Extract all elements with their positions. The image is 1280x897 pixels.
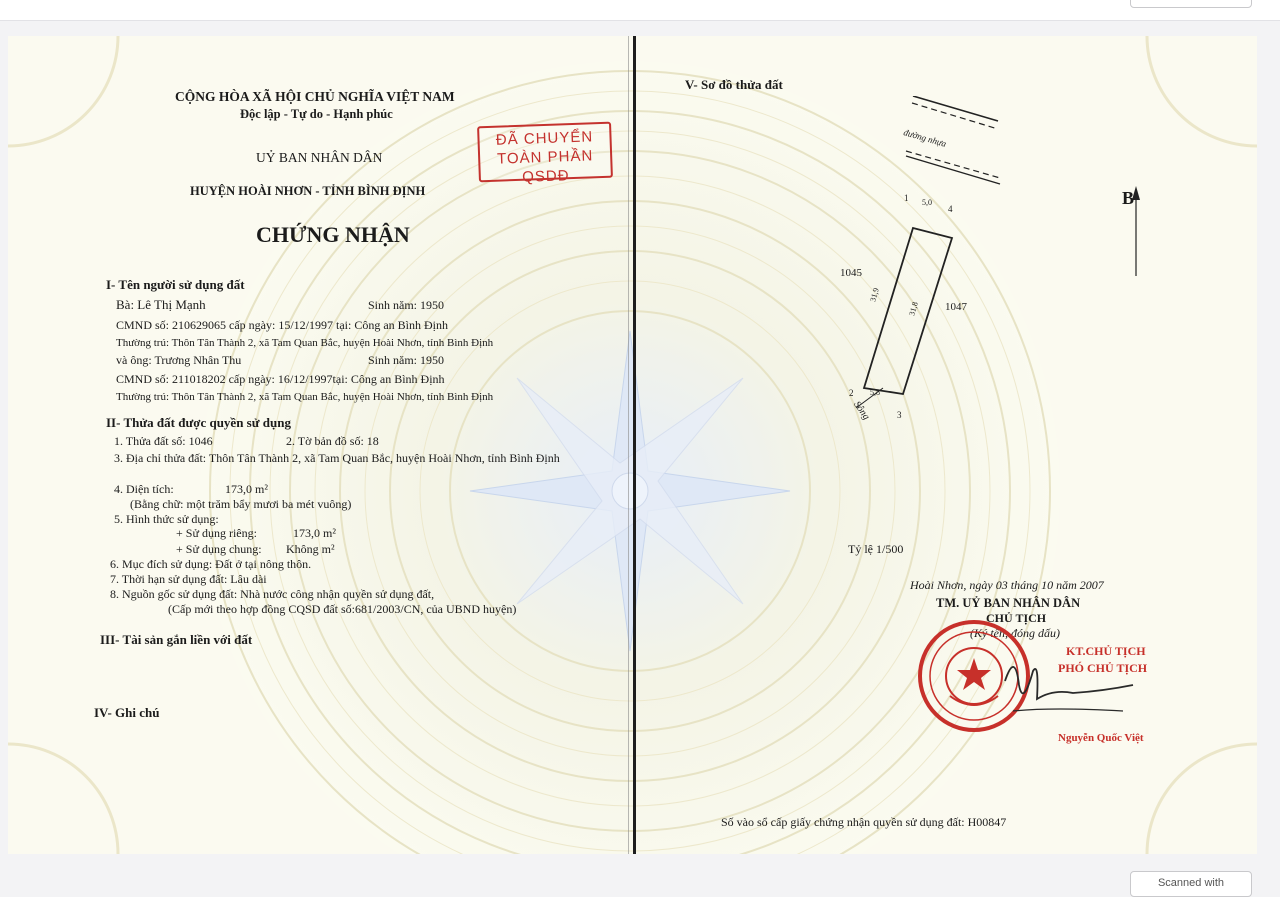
corner-2: 2	[849, 388, 854, 398]
land-origin-detail: (Cấp mới theo hợp đồng CQSD đất số:681/2003/CN, của UBND huyện)	[168, 602, 517, 616]
fold-shadow	[628, 36, 629, 854]
top-chip-button[interactable]	[1130, 0, 1252, 8]
owner2-id: CMND số: 211018202 cấp ngày: 16/12/1997tại: Công an Bình Định	[116, 372, 445, 386]
land-purpose: 6. Mục đích sử dụng: Đất ở tại nông thôn.	[110, 557, 312, 571]
registry-number: Số vào sổ cấp giấy chứng nhận quyền sử dụng đất: H00847	[721, 815, 1007, 829]
dimension-left: 31,9	[868, 286, 881, 303]
fold-line	[633, 36, 636, 854]
owner1-name: Bà: Lê Thị Mạnh	[116, 297, 206, 312]
committee-name: UỶ BAN NHÂN DÂN	[256, 150, 383, 165]
section5-heading: V- Sơ đồ thửa đất	[685, 77, 783, 92]
owner2-address: Thường trú: Thôn Tân Thành 2, xã Tam Quan Bắc, huyện Hoài Nhơn, tỉnh Bình Định	[116, 391, 494, 403]
private-use-label: + Sử dụng riêng:	[176, 526, 257, 540]
road-label: đường nhựa	[902, 127, 948, 149]
app-top-bar	[0, 0, 1280, 21]
certificate-title: CHỨNG NHẬN	[256, 222, 410, 247]
neighbor-parcel-right: 1047	[945, 301, 967, 313]
corner-1: 1	[904, 193, 909, 203]
usage-form: 5. Hình thức sử dụng:	[114, 512, 219, 526]
section3-heading: III- Tài sản gắn liền với đất	[100, 632, 253, 647]
owner2-birth: Sinh năm: 1950	[368, 353, 445, 367]
land-duration: 7. Thời hạn sử dụng đất: Lâu dài	[110, 572, 267, 586]
land-origin: 8. Nguồn gốc sử dụng đất: Nhà nước công nhận quyền sử dụng đất,	[110, 587, 435, 601]
dimension-top: 5,0	[922, 198, 932, 207]
republic-title: CỘNG HÒA XÃ HỘI CHỦ NGHĨA VIỆT NAM	[175, 89, 455, 104]
section2-heading: II- Thửa đất được quyền sử dụng	[106, 415, 291, 430]
owner1-birth: Sinh năm: 1950	[368, 298, 445, 312]
parcel-address: 3. Địa chỉ thửa đất: Thôn Tân Thành 2, xã Tam Quan Bắc, huyện Hoài Nhơn, tỉnh Bình Định	[114, 451, 560, 465]
corner-4: 4	[948, 204, 953, 214]
dimension-right: 31,8	[907, 300, 920, 317]
signing-org: TM. UỶ BAN NHÂN DÂN	[936, 596, 1081, 610]
shared-use-label: + Sử dụng chung:	[176, 542, 262, 556]
place-date: Hoài Nhơn, ngày 03 tháng 10 năm 2007	[910, 578, 1104, 592]
transfer-stamp-line2: TOÀN PHẦN QSDĐ	[496, 147, 594, 186]
signer-name: Nguyễn Quốc Việt	[1058, 732, 1144, 744]
shared-use-value: Không m²	[286, 542, 335, 556]
owner1-id: CMND số: 210629065 cấp ngày: 15/12/1997 tại: Công an Bình Định	[116, 318, 448, 332]
owner1-address: Thường trú: Thôn Tân Thành 2, xã Tam Quan Bắc, huyện Hoài Nhơn, tỉnh Bình Định	[116, 337, 494, 349]
river-label: Sông	[851, 399, 872, 423]
signing-position: CHỦ TỊCH	[986, 611, 1047, 625]
transfer-stamp	[477, 122, 613, 186]
private-use-value: 173,0 m²	[293, 526, 336, 540]
neighbor-parcel-left: 1045	[840, 267, 862, 279]
area-label: 4. Diện tích:	[114, 482, 174, 496]
signing-note: (Ký tên, đóng dấu)	[970, 626, 1060, 640]
area-in-words: (Bằng chữ: một trăm bẩy mươi ba mét vuông)	[130, 497, 352, 511]
deputy-title-line1: KT.CHỦ TỊCH	[1066, 644, 1146, 658]
diagram-scale: Tỷ lệ 1/500	[848, 542, 904, 556]
deputy-title-line2: PHÓ CHỦ TỊCH	[1058, 661, 1148, 675]
parcel-number: 1. Thửa đất số: 1046	[114, 434, 213, 448]
section4-heading: IV- Ghi chú	[94, 705, 160, 720]
motto: Độc lập - Tự do - Hạnh phúc	[240, 107, 393, 121]
owner2-name: và ông: Trương Nhân Thu	[116, 353, 242, 367]
dimension-bottom: 5,8	[870, 388, 880, 397]
map-sheet: 2. Tờ bản đồ số: 18	[286, 434, 379, 448]
corner-3: 3	[897, 410, 902, 420]
scanner-badge[interactable]: Scanned with	[1130, 871, 1252, 897]
transfer-stamp-line1: ĐÃ CHUYỂN	[495, 128, 594, 149]
district-name: HUYỆN HOÀI NHƠN - TỈNH BÌNH ĐỊNH	[190, 184, 426, 198]
north-arrow-label: B	[1122, 188, 1135, 208]
parcel-diagram	[828, 96, 1148, 426]
section1-heading: I- Tên người sử dụng đất	[106, 277, 245, 292]
area-value: 173,0 m²	[225, 482, 268, 496]
certificate-sheet	[8, 36, 1257, 854]
